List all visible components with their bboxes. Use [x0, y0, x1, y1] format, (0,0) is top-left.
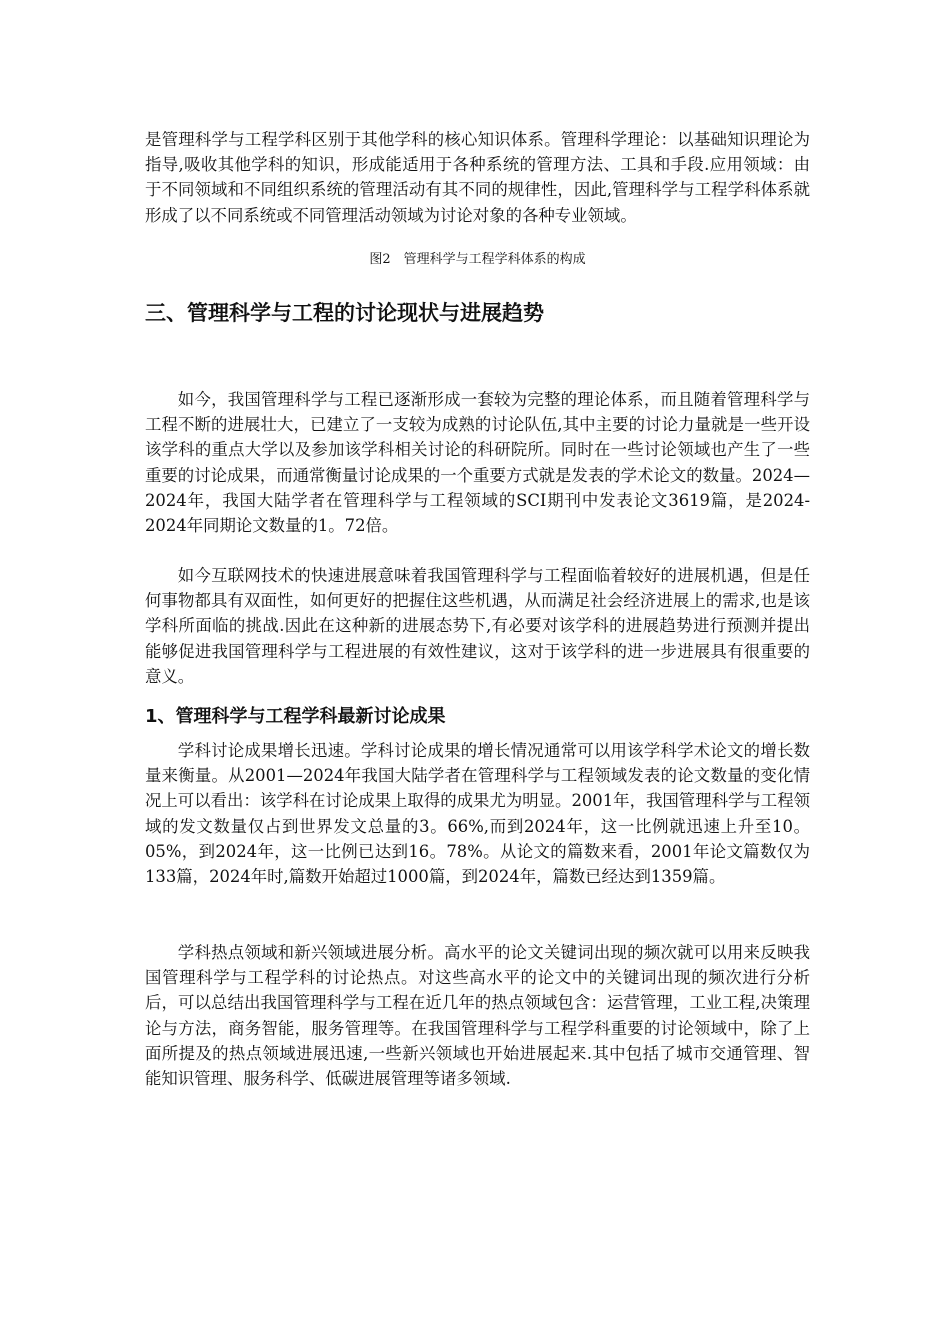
subsection-paragraph-2: 学科热点领域和新兴领域进展分析。高水平的论文关键词出现的频次就可以用来反映我国管理科学与工程学科的讨论热点。对这些高水平的论文中的关键词出现的频次进行分析后，可以总结出我国管理科学与工程在近几年的热点领域包含：运营管理，工业工程,决策理论与方法，商务智能，服务管理等。在我国管理科学与工程学科重要的讨论领域中，除了上面所提及的热点领域进展迅速,一些新兴领域也开始进展起来.其中包括了城市交通管理、智能知识管理、服务科学、低碳进展管理等诸多领域. — [145, 943, 810, 1089]
figure-caption: 图2 管理科学与工程学科体系的构成 — [369, 252, 586, 267]
section-paragraph-2: 如今互联网技术的快速进展意味着我国管理科学与工程面临着较好的进展机遇，但是任何事物都具有双面性，如何更好的把握住这些机遇，从而满足社会经济进展上的需求,也是该学科所面临的挑战.因此在这种新的进展态势下,有必要对该学科的进展趋势进行预测并提出能够促进我国管理科学与工程进展的有效性建议，这对于该学科的进一步进展具有很重要的意义。 — [145, 566, 810, 686]
section-heading: 三、管理科学与工程的讨论现状与进展趋势 — [145, 301, 544, 325]
subsection-paragraph-1: 学科讨论成果增长迅速。学科讨论成果的增长情况通常可以用该学科学术论文的增长数量来衡量。从2001—2024年我国大陆学者在管理科学与工程领域发表的论文数量的变化情况上可以看出：该学科在讨论成果上取得的成果尤为明显。2001年，我国管理科学与工程领域的发文数量仅占到世界发文总量的3。66%,而到2024年，这一比例就迅速上升至10。05%，到2024年，这一比例已达到16。78%。从论文的篇数来看，2001年论文篇数仅为133篇，2024年时,篇数开始超过1000篇，到2024年，篇数已经达到1359篇。 — [145, 741, 810, 887]
section-paragraph-1: 如今，我国管理科学与工程已逐渐形成一套较为完整的理论体系，而且随着管理科学与工程不断的进展壮大，已建立了一支较为成熟的讨论队伍,其中主要的讨论力量就是一些开设该学科的重点大学以及参加该学科相关讨论的科研院所。同时在一些讨论领域也产生了一些重要的讨论成果，而通常衡量讨论成果的一个重要方式就是发表的学术论文的数量。2024—2024年，我国大陆学者在管理科学与工程领域的SCI期刊中发表论文3619篇，是2024-2024年同期论文数量的1。72倍。 — [145, 390, 810, 536]
subsection-heading: 1、管理科学与工程学科最新讨论成果 — [145, 706, 446, 727]
intro-paragraph: 是管理科学与工程学科区别于其他学科的核心知识体系。管理科学理论：以基础知识理论为指导,吸收其他学科的知识，形成能适用于各种系统的管理方法、工具和手段.应用领域：由于不同领域和不同组织系统的管理活动有其不同的规律性，因此,管理科学与工程学科体系就形成了以不同系统或不同管理活动领域为讨论对象的各种专业领域。 — [145, 130, 810, 225]
